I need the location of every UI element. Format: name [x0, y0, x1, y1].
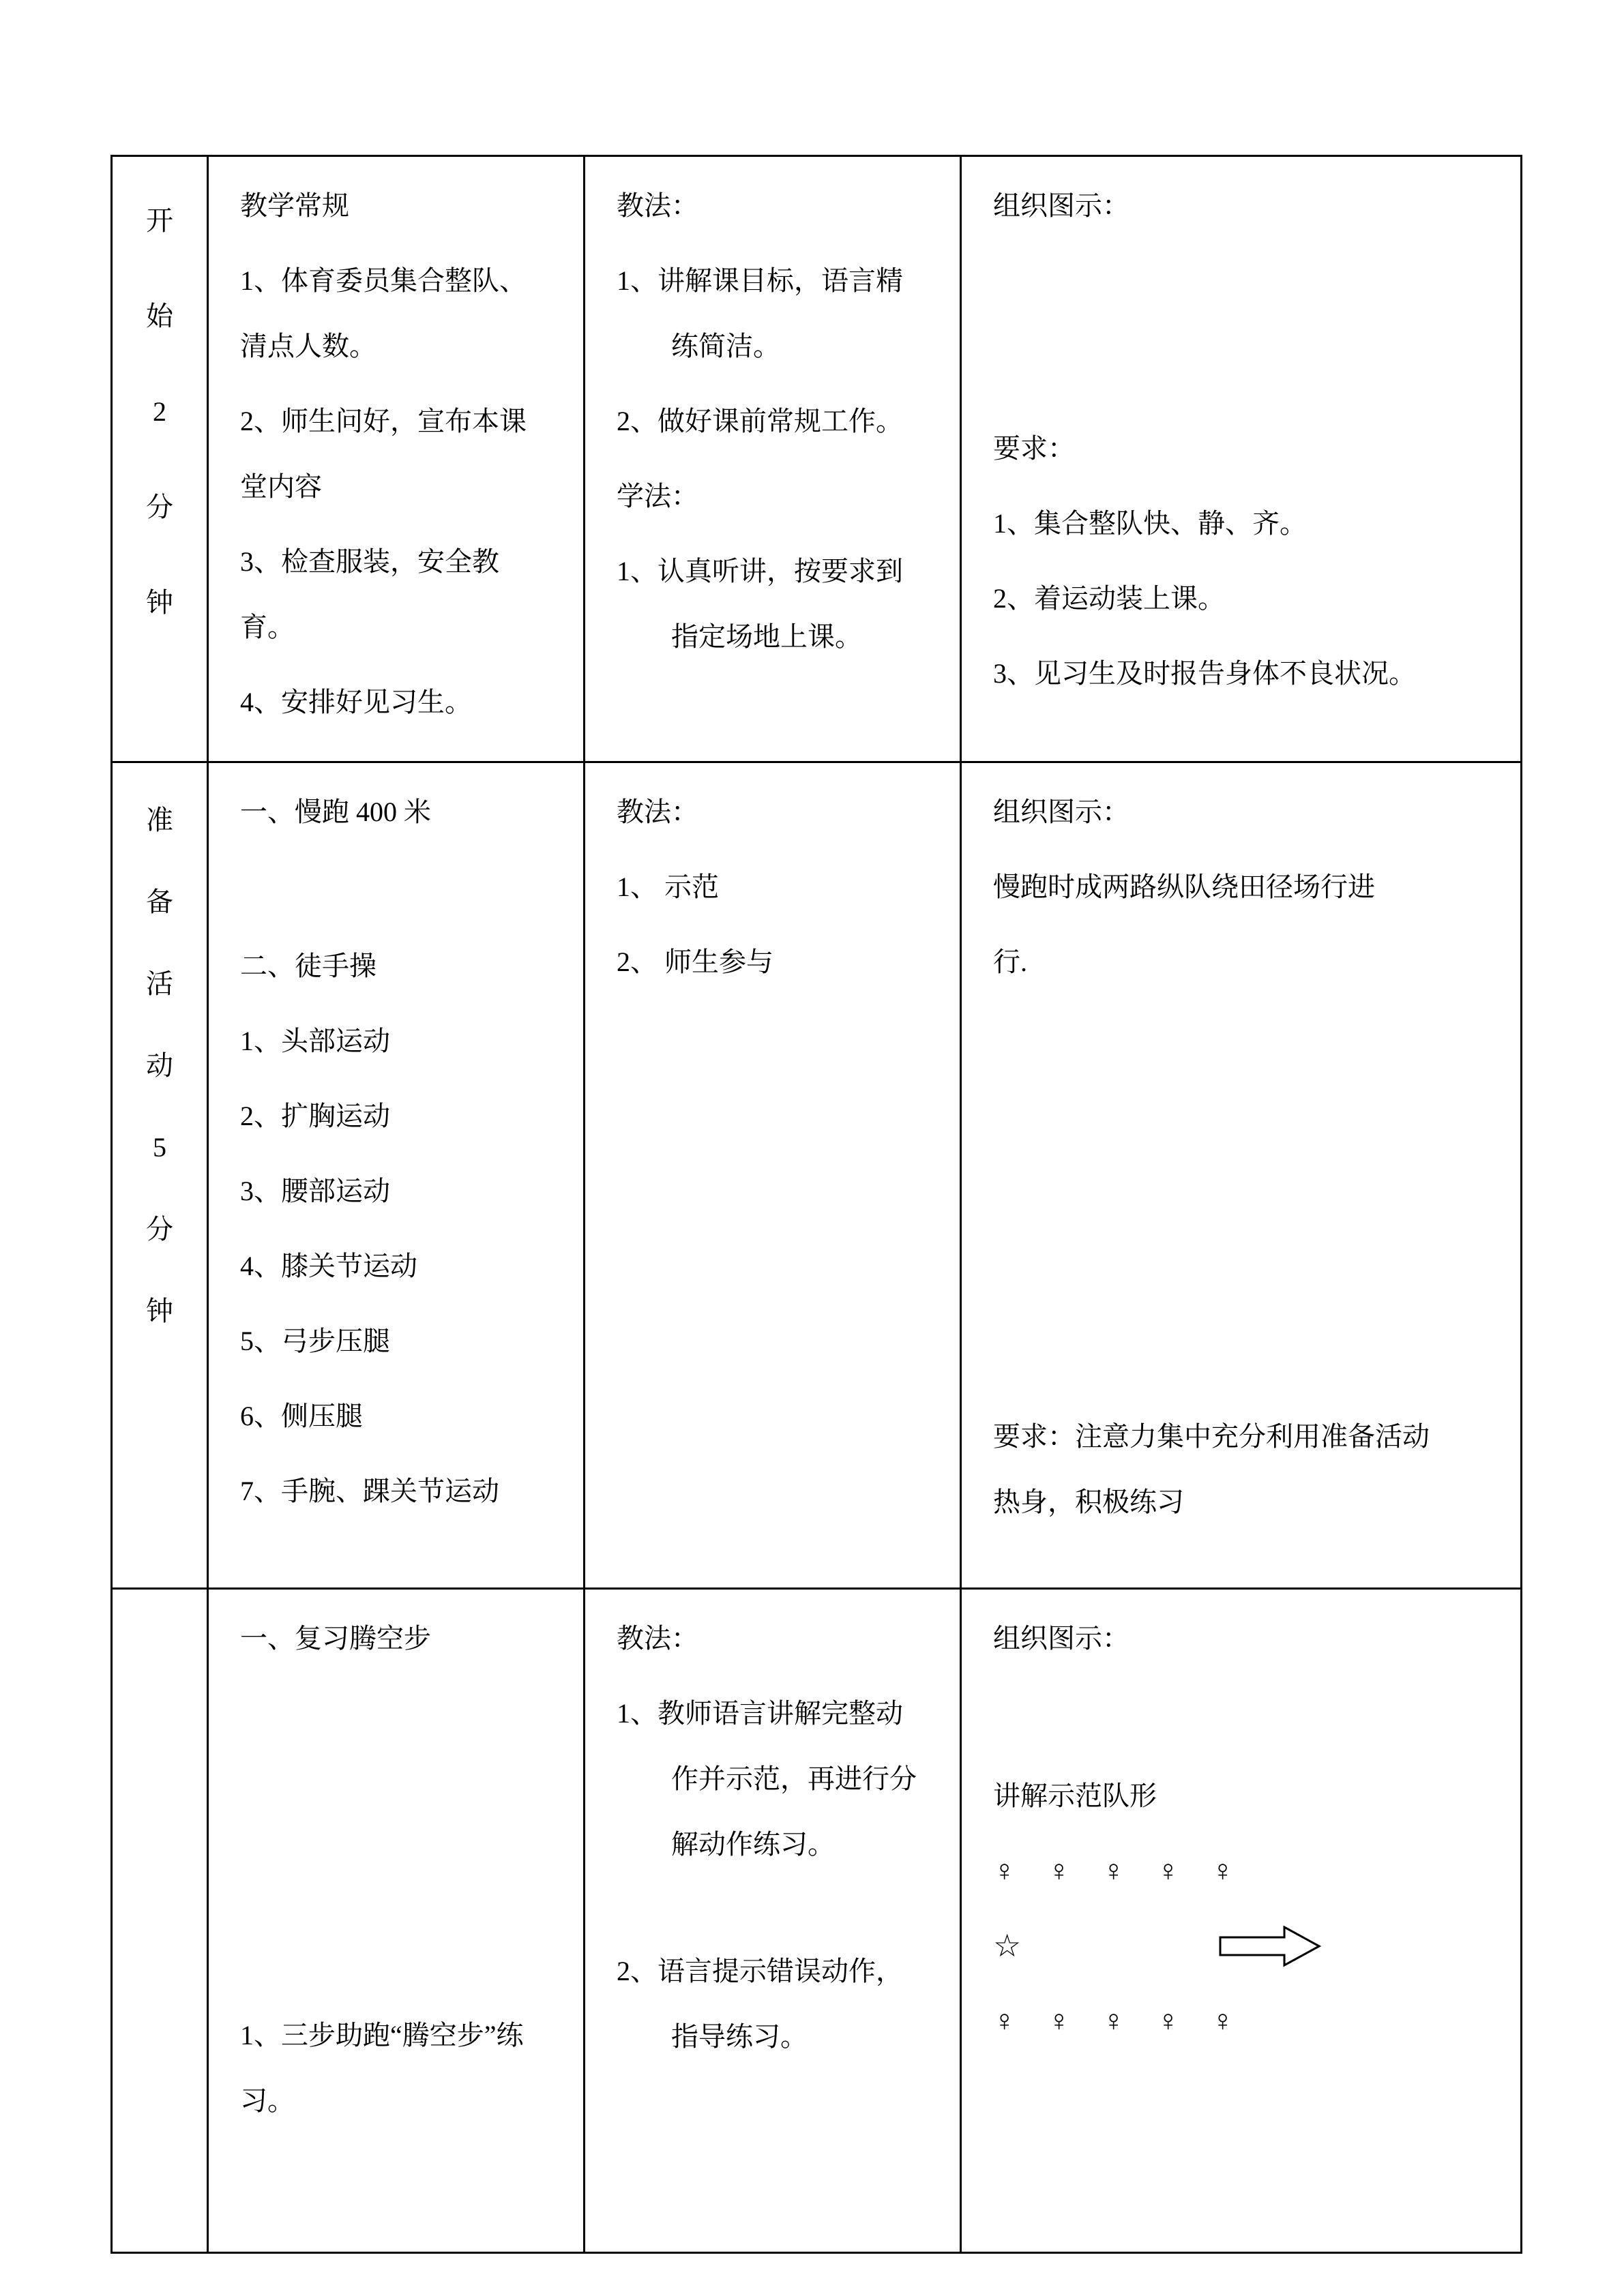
organization-cell-basic: [961, 1589, 1522, 2253]
stage-cell-opening: [112, 156, 208, 762]
table-row-basic-part: [112, 1589, 1522, 2253]
requirement-text: 要求：注意力集中充分利用准备活动热身，积极练习: [993, 1421, 1430, 1517]
teacher-star-symbol: ☆: [993, 1928, 1022, 1963]
stage-label-vertical: [146, 779, 173, 1352]
teach-item: 2、 师生参与: [617, 946, 773, 977]
organization-title: 组织图示：: [993, 796, 1130, 827]
methods-cell-opening: [585, 156, 961, 762]
stage-char: 钟: [146, 1296, 173, 1326]
content-item: 6、侧压腿: [240, 1401, 363, 1431]
content-title: 教学常规: [240, 190, 349, 221]
content-item: 1、头部运动: [240, 1026, 390, 1056]
requirement-item: 1、集合整队快、静、齐。: [993, 508, 1307, 539]
methods-cell-basic: [585, 1589, 961, 2253]
content-item: 2、扩胸运动: [240, 1101, 390, 1131]
content-cell-basic: [208, 1589, 585, 2253]
stage-char: 动: [146, 1050, 173, 1081]
content-item: 一、慢跑 400 米: [240, 796, 431, 827]
requirement-label: 要求：: [993, 433, 1075, 464]
teach-item: 1、 示范: [617, 871, 719, 902]
stage-cell-empty: [112, 1589, 208, 2253]
stage-char: 5: [153, 1132, 166, 1163]
learn-label: 学法：: [617, 481, 698, 511]
stage-char: 分: [146, 1214, 173, 1244]
table-row-opening: [112, 156, 1522, 762]
teach-item: 1、教师语言讲解完整动作并示范，再进行分解动作练习。: [617, 1698, 917, 1860]
lesson-plan-table: [110, 155, 1522, 2254]
stage-char: 备: [146, 886, 173, 917]
organization-note: 慢跑时成两路纵队绕田径场行进: [993, 871, 1375, 902]
organization-note: 行.: [993, 946, 1027, 977]
content-item: 4、安排好见习生。: [240, 687, 472, 717]
organization-cell-warmup: [961, 762, 1522, 1589]
stage-label-vertical: [146, 173, 173, 651]
teacher-and-direction-row: [993, 1913, 1489, 1979]
teach-label: 教法：: [617, 796, 698, 827]
content-item: 7、手腕、踝关节运动: [240, 1476, 499, 1506]
content-item: 3、检查服装，安全教育。: [240, 546, 499, 642]
requirement-item: 3、见习生及时报告身体不良状况。: [993, 658, 1416, 689]
learn-item: 1、认真听讲，按要求到指定场地上课。: [617, 556, 903, 652]
content-cell-opening: [208, 156, 585, 762]
stage-char: 开: [146, 205, 173, 236]
content-item: 一、复习腾空步: [240, 1623, 431, 1654]
stage-char: 分: [146, 492, 173, 522]
content-item: 1、体育委员集合整队、清点人数。: [240, 265, 527, 361]
table-row-warmup: [112, 762, 1522, 1589]
teach-item: 2、做好课前常规工作。: [617, 406, 903, 436]
content-item: 2、师生问好，宣布本课堂内容: [240, 406, 527, 502]
organization-title: 组织图示：: [993, 1623, 1130, 1654]
formation-label: 讲解示范队形: [993, 1780, 1157, 1811]
content-item: 二、徒手操: [240, 951, 377, 981]
teach-item: 1、讲解课目标，语言精练简洁。: [617, 265, 903, 361]
stage-char: 活: [146, 968, 173, 999]
requirement-item: 2、着运动装上课。: [993, 583, 1225, 614]
stage-char: 准: [146, 805, 173, 835]
stage-char: 始: [146, 301, 173, 331]
teach-item: 2、语言提示错误动作，指导练习。: [617, 1956, 903, 2052]
stage-char: 钟: [146, 587, 173, 618]
content-item: 3、腰部运动: [240, 1176, 390, 1206]
content-cell-warmup: [208, 762, 585, 1589]
teach-label: 教法：: [617, 190, 698, 221]
stage-char: 2: [153, 396, 166, 427]
content-item: 1、三步助跑“腾空步”练习。: [240, 2020, 524, 2116]
content-item: 5、弓步压腿: [240, 1326, 390, 1356]
teach-label: 教法：: [617, 1623, 698, 1654]
organization-cell-opening: [961, 156, 1522, 762]
stage-cell-warmup: [112, 762, 208, 1589]
organization-title: 组织图示：: [993, 190, 1130, 221]
students-row-bottom: ♀ ♀ ♀ ♀ ♀: [993, 2004, 1234, 2038]
methods-cell-warmup: [585, 762, 961, 1589]
content-item: 4、膝关节运动: [240, 1251, 417, 1281]
students-row-top: ♀ ♀ ♀ ♀ ♀: [993, 1854, 1234, 1888]
direction-arrow-icon: [1219, 1924, 1321, 1968]
